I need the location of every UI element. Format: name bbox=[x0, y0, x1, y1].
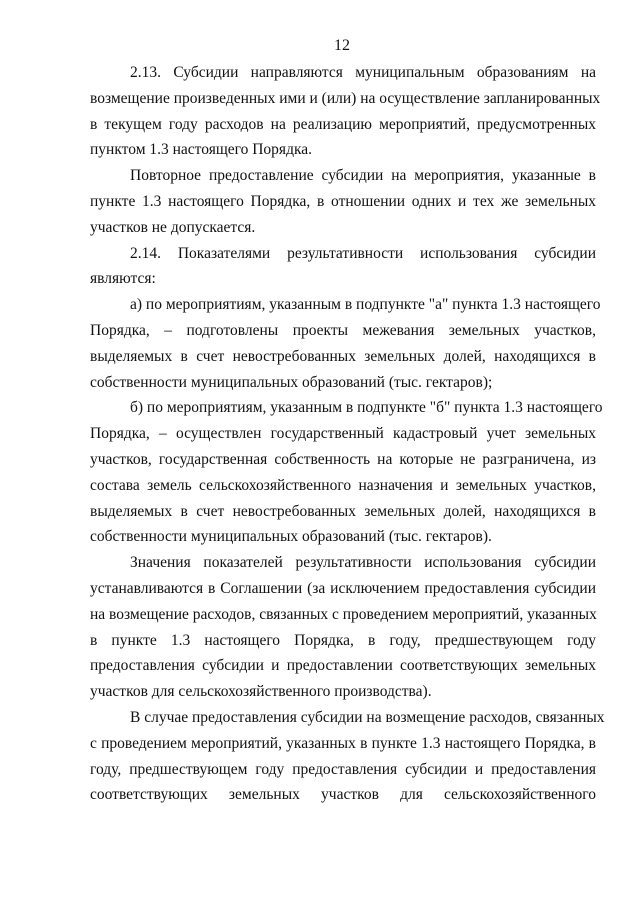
text-line: возмещение произведенных ими и (или) на осуществление запланированных bbox=[90, 89, 601, 107]
text-line: участков, государственная собственность на которые не разграничена, из bbox=[90, 450, 596, 468]
text-line: участков не допускается. bbox=[90, 218, 256, 236]
text-line: на возмещение расходов, связанных с проведением мероприятий, указанных bbox=[90, 605, 597, 623]
page-number: 12 bbox=[334, 37, 350, 54]
text-line: 2.13. Субсидии направляются муниципальным образованиям на bbox=[130, 64, 596, 81]
paragraph-item-a bbox=[90, 292, 601, 395]
text-line: Значения показателей результативности использования субсидии bbox=[130, 554, 596, 572]
text-line: году, предшествующем году предоставления субсидии и предоставления bbox=[90, 760, 596, 778]
text-line: выделяемых в счет невостребованных земельных долей, находящихся в bbox=[90, 502, 596, 520]
text-line: Порядка, – подготовлены проекты межевания земельных участков, bbox=[90, 321, 596, 339]
text-line: 2.14. Показателями результативности использования субсидии bbox=[130, 244, 596, 262]
paragraph-repeat bbox=[90, 163, 596, 240]
text-line: б) по мероприятиям, указанным в подпункте "б" пункта 1.3 настоящего bbox=[130, 399, 603, 417]
text-line: пунктом 1.3 настоящего Порядка. bbox=[90, 141, 313, 159]
text-line: состава земель сельскохозяйственного назначения и земельных участков, bbox=[90, 476, 596, 494]
text-line: с проведением мероприятий, указанных в пункте 1.3 настоящего Порядка, в bbox=[90, 734, 596, 752]
text-line: выделяемых в счет невостребованных земельных долей, находящихся в bbox=[90, 347, 596, 365]
paragraph-2-13 bbox=[90, 60, 601, 163]
text-line: а) по мероприятиям, указанным в подпункте "а" пункта 1.3 настоящего bbox=[130, 296, 601, 314]
paragraph-reimbursement-case bbox=[90, 705, 605, 808]
text-line: В случае предоставления субсидии на возмещение расходов, связанных bbox=[130, 708, 605, 726]
paragraph-2-14 bbox=[90, 241, 596, 293]
text-line: собственности муниципальных образований (тыс. гектаров). bbox=[90, 528, 492, 546]
paragraph-indicator-values bbox=[90, 550, 596, 705]
document-body bbox=[90, 60, 605, 808]
text-line: в пункте 1.3 настоящего Порядка, в году, предшествующем году bbox=[90, 631, 596, 649]
text-line: собственности муниципальных образований (тыс. гектаров); bbox=[90, 373, 493, 391]
text-line: участков для сельскохозяйственного производства). bbox=[90, 683, 432, 701]
text-line: пункте 1.3 настоящего Порядка, в отношении одних и тех же земельных bbox=[90, 192, 596, 210]
text-line: соответствующих земельных участков для сельскохозяйственного bbox=[90, 786, 596, 804]
text-line: Порядка, – осуществлен государственный кадастровый учет земельных bbox=[90, 425, 596, 443]
text-line: устанавливаются в Соглашении (за исключением предоставления субсидии bbox=[90, 579, 596, 597]
text-line: являются: bbox=[90, 270, 156, 288]
text-line: предоставления субсидии и предоставлении соответствующих земельных bbox=[90, 657, 596, 675]
text-line: Повторное предоставление субсидии на мероприятия, указанные в bbox=[130, 167, 596, 185]
text-line: в текущем году расходов на реализацию мероприятий, предусмотренных bbox=[90, 115, 596, 133]
paragraph-item-b bbox=[90, 395, 603, 550]
